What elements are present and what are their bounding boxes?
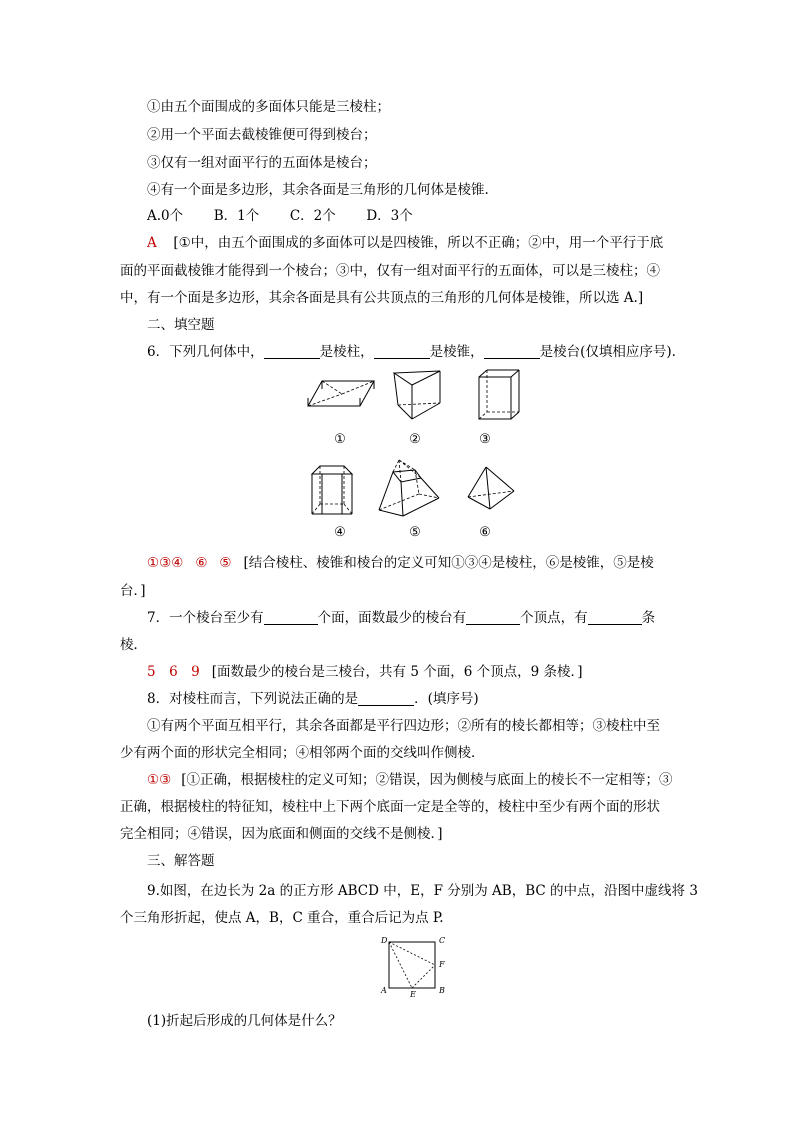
q5-option-c: C．2个 xyxy=(289,208,336,224)
q7-text-4: 条 xyxy=(641,610,656,626)
q6-answer-line xyxy=(147,554,654,572)
figure-label-6: ⑥ xyxy=(479,525,491,540)
q7-blank-1[interactable] xyxy=(264,610,318,625)
q6-blank-2[interactable] xyxy=(374,344,430,359)
figure-1-prism xyxy=(302,375,382,415)
q8-explain-1: [①正确，根据棱柱的定义可知；②错误，因为侧棱与底面上的棱长不一定相等；③ xyxy=(181,772,673,788)
q8-answer: ①③ xyxy=(147,772,172,788)
q5-answer: A xyxy=(147,235,157,251)
point-label-d: D xyxy=(381,936,388,945)
q7-stem-2: 棱． xyxy=(120,637,147,653)
figure-4-prism xyxy=(308,460,358,520)
q9-stem-1: 9.如图，在边长为 2a 的正方形 ABCD 中，E，F 分别为 AB，BC 的中点，沿图中虚线将 3 xyxy=(147,883,698,899)
q7-blank-2[interactable] xyxy=(466,610,520,625)
q6-explain-2: 台．] xyxy=(120,583,146,599)
q5-explain-1 xyxy=(147,234,663,252)
q5-explain-text-1: [①中，由五个面围成的多面体可以是四棱锥，所以不正确；②中，用一个平行于底 xyxy=(173,235,664,251)
point-label-e: E xyxy=(410,990,416,999)
q6-text-4: 是棱台(仅填相应序号). xyxy=(539,344,676,360)
q5-options xyxy=(147,207,413,225)
figure-square-abcd xyxy=(388,941,436,989)
q8-answer-line xyxy=(147,771,673,789)
q9-subquestion-1: (1)折起后形成的几何体是什么？ xyxy=(147,1013,342,1029)
q8-text-2: ．(填序号) xyxy=(414,691,479,707)
q8-stem xyxy=(147,690,479,708)
figure-label-5: ⑤ xyxy=(409,525,421,540)
q5-explain-2: 面的平面截棱锥才能得到一个棱台；③中，仅有一组对面平行的五面体，可以是三棱柱；④ xyxy=(120,263,660,279)
q8-blank[interactable] xyxy=(358,691,414,706)
figure-5-frustum xyxy=(375,458,445,520)
figure-3-cuboid xyxy=(475,367,525,427)
q7-stem xyxy=(147,609,655,627)
figure-label-2: ② xyxy=(409,432,421,447)
q5-explain-3: 中，有一个面是多边形，其余各面是具有公共顶点的三角形的几何体是棱锥，所以选 A.] xyxy=(120,290,644,306)
q5-option-b: B．1个 xyxy=(213,208,260,224)
q8-explain-2: 正确，根据棱柱的特征知，棱柱中上下两个底面一定是全等的，棱柱中至少有两个面的形状 xyxy=(120,799,660,815)
point-label-b: B xyxy=(439,986,445,995)
point-label-c: C xyxy=(439,936,446,945)
point-label-a: A xyxy=(381,986,387,995)
q7-text-1: 7．一个棱台至少有 xyxy=(147,610,264,626)
section-heading-solve: 三、解答题 xyxy=(147,853,215,869)
q8-text-line-1: ①有两个平面互相平行，其余各面都是平行四边形；②所有的棱长都相等；③棱柱中至 xyxy=(147,718,660,734)
q6-answer-3: ⑤ xyxy=(219,555,232,571)
q6-text-2: 是棱柱， xyxy=(319,344,374,360)
section-heading-fill: 二、填空题 xyxy=(147,317,215,333)
figure-label-3: ③ xyxy=(479,432,491,447)
q8-text-line-2: 少有两个面的形状完全相同；④相邻两个面的交线叫作侧棱． xyxy=(120,745,485,761)
q6-blank-1[interactable] xyxy=(264,344,320,359)
figure-label-4: ④ xyxy=(334,525,346,540)
q5-item-1: ①由五个面围成的多面体只能是三棱柱； xyxy=(147,99,390,115)
q5-item-3: ③仅有一组对面平行的五面体是棱台； xyxy=(147,155,377,171)
q5-item-2: ②用一个平面去截棱锥便可得到棱台； xyxy=(147,127,377,143)
q6-stem xyxy=(147,343,676,361)
q7-text-3: 个顶点，有 xyxy=(520,610,588,626)
figure-2-triangular-prism xyxy=(390,367,450,427)
q6-answer-2: ⑥ xyxy=(195,555,208,571)
q7-explain: [面数最少的棱台是三棱台，共有 5 个面，6 个顶点，9 条棱．] xyxy=(211,664,583,680)
figure-6-tetrahedron xyxy=(464,463,519,518)
q7-blank-3[interactable] xyxy=(588,610,642,625)
point-label-f: F xyxy=(439,960,445,969)
q9-stem-2: 个三角形折起，使点 A，B，C 重合，重合后记为点 P. xyxy=(120,910,444,926)
q7-answers: 5 6 9 xyxy=(147,664,200,680)
q8-explain-3: 完全相同；④错误，因为底面和侧面的交线不是侧棱．] xyxy=(120,826,443,842)
q7-answer-line xyxy=(147,663,583,681)
q5-option-d: D．3个 xyxy=(366,208,413,224)
q6-text-1: 6．下列几何体中， xyxy=(147,344,264,360)
figure-label-1: ① xyxy=(334,432,346,447)
q6-blank-3[interactable] xyxy=(484,344,540,359)
q6-text-3: 是棱锥， xyxy=(429,344,484,360)
q6-explain-1: [结合棱柱、棱锥和棱台的定义可知①③④是棱柱，⑥是棱锥，⑤是棱 xyxy=(243,555,654,571)
q8-text-1: 8．对棱柱而言，下列说法正确的是 xyxy=(147,691,359,707)
q5-option-a: A.0个 xyxy=(147,208,184,224)
q7-text-2: 个面，面数最少的棱台有 xyxy=(317,610,467,626)
q5-item-4: ④有一个面是多边形，其余各面是三角形的几何体是棱锥. xyxy=(147,182,489,198)
q6-answer-1: ①③④ xyxy=(147,555,184,571)
